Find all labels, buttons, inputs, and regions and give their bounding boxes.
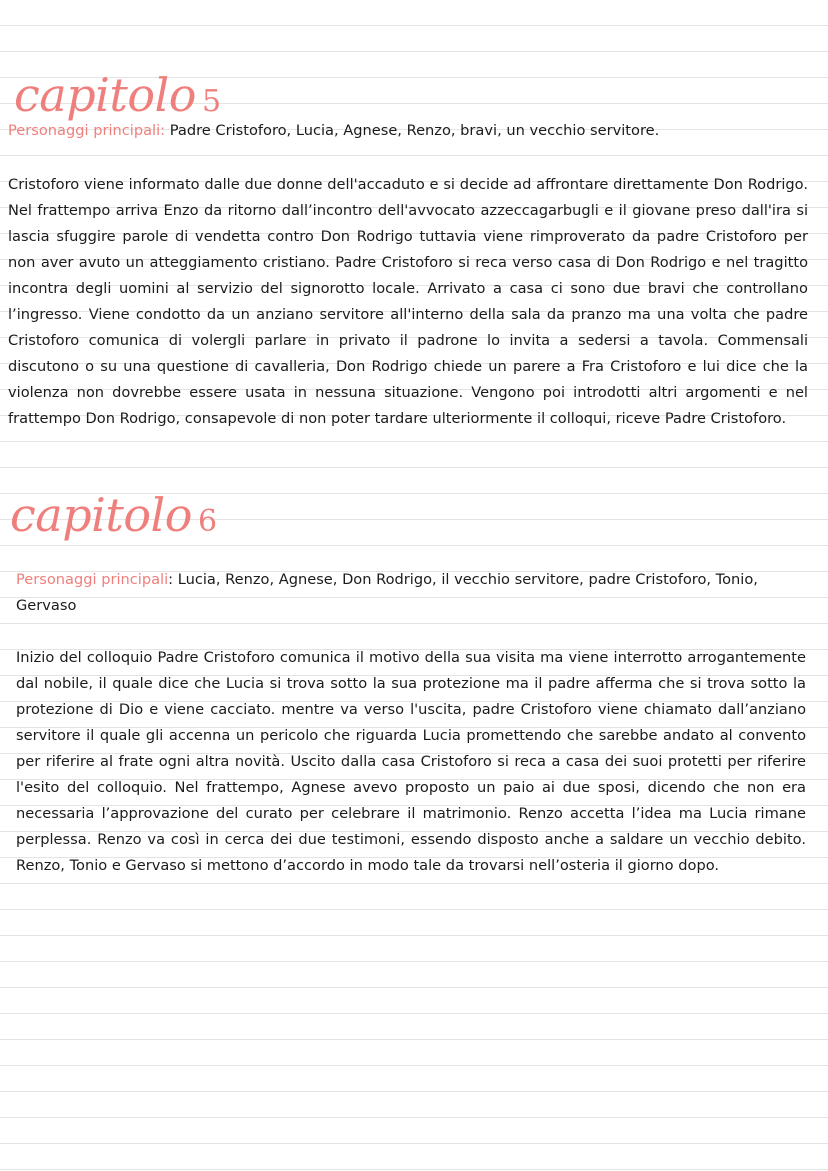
chapter-6-characters <box>16 567 802 619</box>
chapter-6-heading-word: capitolo <box>10 488 192 542</box>
chapter-5-characters <box>8 118 659 144</box>
chapter-6-summary: Inizio del colloquio Padre Cristoforo comunica il motivo della sua visita ma viene interrotto arrogantemente dal nobile, il quale dice che Lucia si trova sotto la sua protezione ma il padre afferma che si trova sotto la protezione di Dio e viene cacciato. mentre va verso l'uscita, padre Cristoforo viene chiamato dall’anziano servitore il quale gli accenna un pericolo che riguarda Lucia promettendo che sarebbe andato al convento per riferire al frate ogni altra novità. Uscito dalla casa Cristoforo si reca a casa dei suoi protetti per riferire l'esito del colloquio. Nel frattempo, Agnese avevo proposto un paio ai due sposi, dicendo che non era necessaria l’approvazione del curato per celebrare il matrimonio. Renzo accetta l’idea ma Lucia rimane perplessa. Renzo va così in cerca dei due testimoni, essendo disposto anche a saldare un vecchio debito. Renzo, Tonio e Gervaso si mettono d’accordo in modo tale da trovarsi nell’osteria il giorno dopo. <box>16 649 806 874</box>
chapter-5-characters-label: Personaggi principali: <box>8 122 166 139</box>
chapter-6-characters-label: Personaggi principali <box>16 571 169 588</box>
chapter-5-summary: Cristoforo viene informato dalle due donne dell'accaduto e si decide ad affrontare direttamente Don Rodrigo. Nel frattempo arriva Enzo da ritorno dall’incontro dell'avvocato azzeccagarbugli e il giovane preso dall'ira si lascia sfuggire parole di vendetta contro Don Rodrigo tuttavia viene rimproverato da padre Cristoforo per non aver avuto un atteggiamento cristiano. Padre Cristoforo si reca verso casa di Don Rodrigo e nel tragitto incontra degli uomini al servizio del signorotto locale. Arrivato a casa ci sono due bravi che controllano l’ingresso. Viene condotto da un anziano servitore all'interno della sala da pranzo ma una volta che padre Cristoforo comunica di volergli parlare in privato il padrone lo invita a sedersi a tavola. Commensali discutono o su una questione di cavalleria, Don Rodrigo chiede un parere a Fra Cristoforo e lui dice che la violenza non dovrebbe essere usata in nessuna situazione. Vengono poi introdotti altri argomenti e nel frattempo Don Rodrigo, consapevole di non poter tardare ulteriormente il colloqui, riceve Padre Cristoforo. <box>8 176 808 427</box>
chapter-6-characters-list: : Lucia, Renzo, Agnese, Don Rodrigo, il vecchio servitore, padre Cristoforo, Tonio, Gervaso <box>16 571 758 614</box>
chapter-5-characters-list: Padre Cristoforo, Lucia, Agnese, Renzo, bravi, un vecchio servitore. <box>169 122 660 139</box>
chapter-5-heading-number: 5 <box>201 84 221 119</box>
chapter-6-heading-number: 6 <box>197 504 217 539</box>
chapter-5-heading-word: capitolo <box>14 68 196 122</box>
chapter-6-heading <box>10 490 217 547</box>
